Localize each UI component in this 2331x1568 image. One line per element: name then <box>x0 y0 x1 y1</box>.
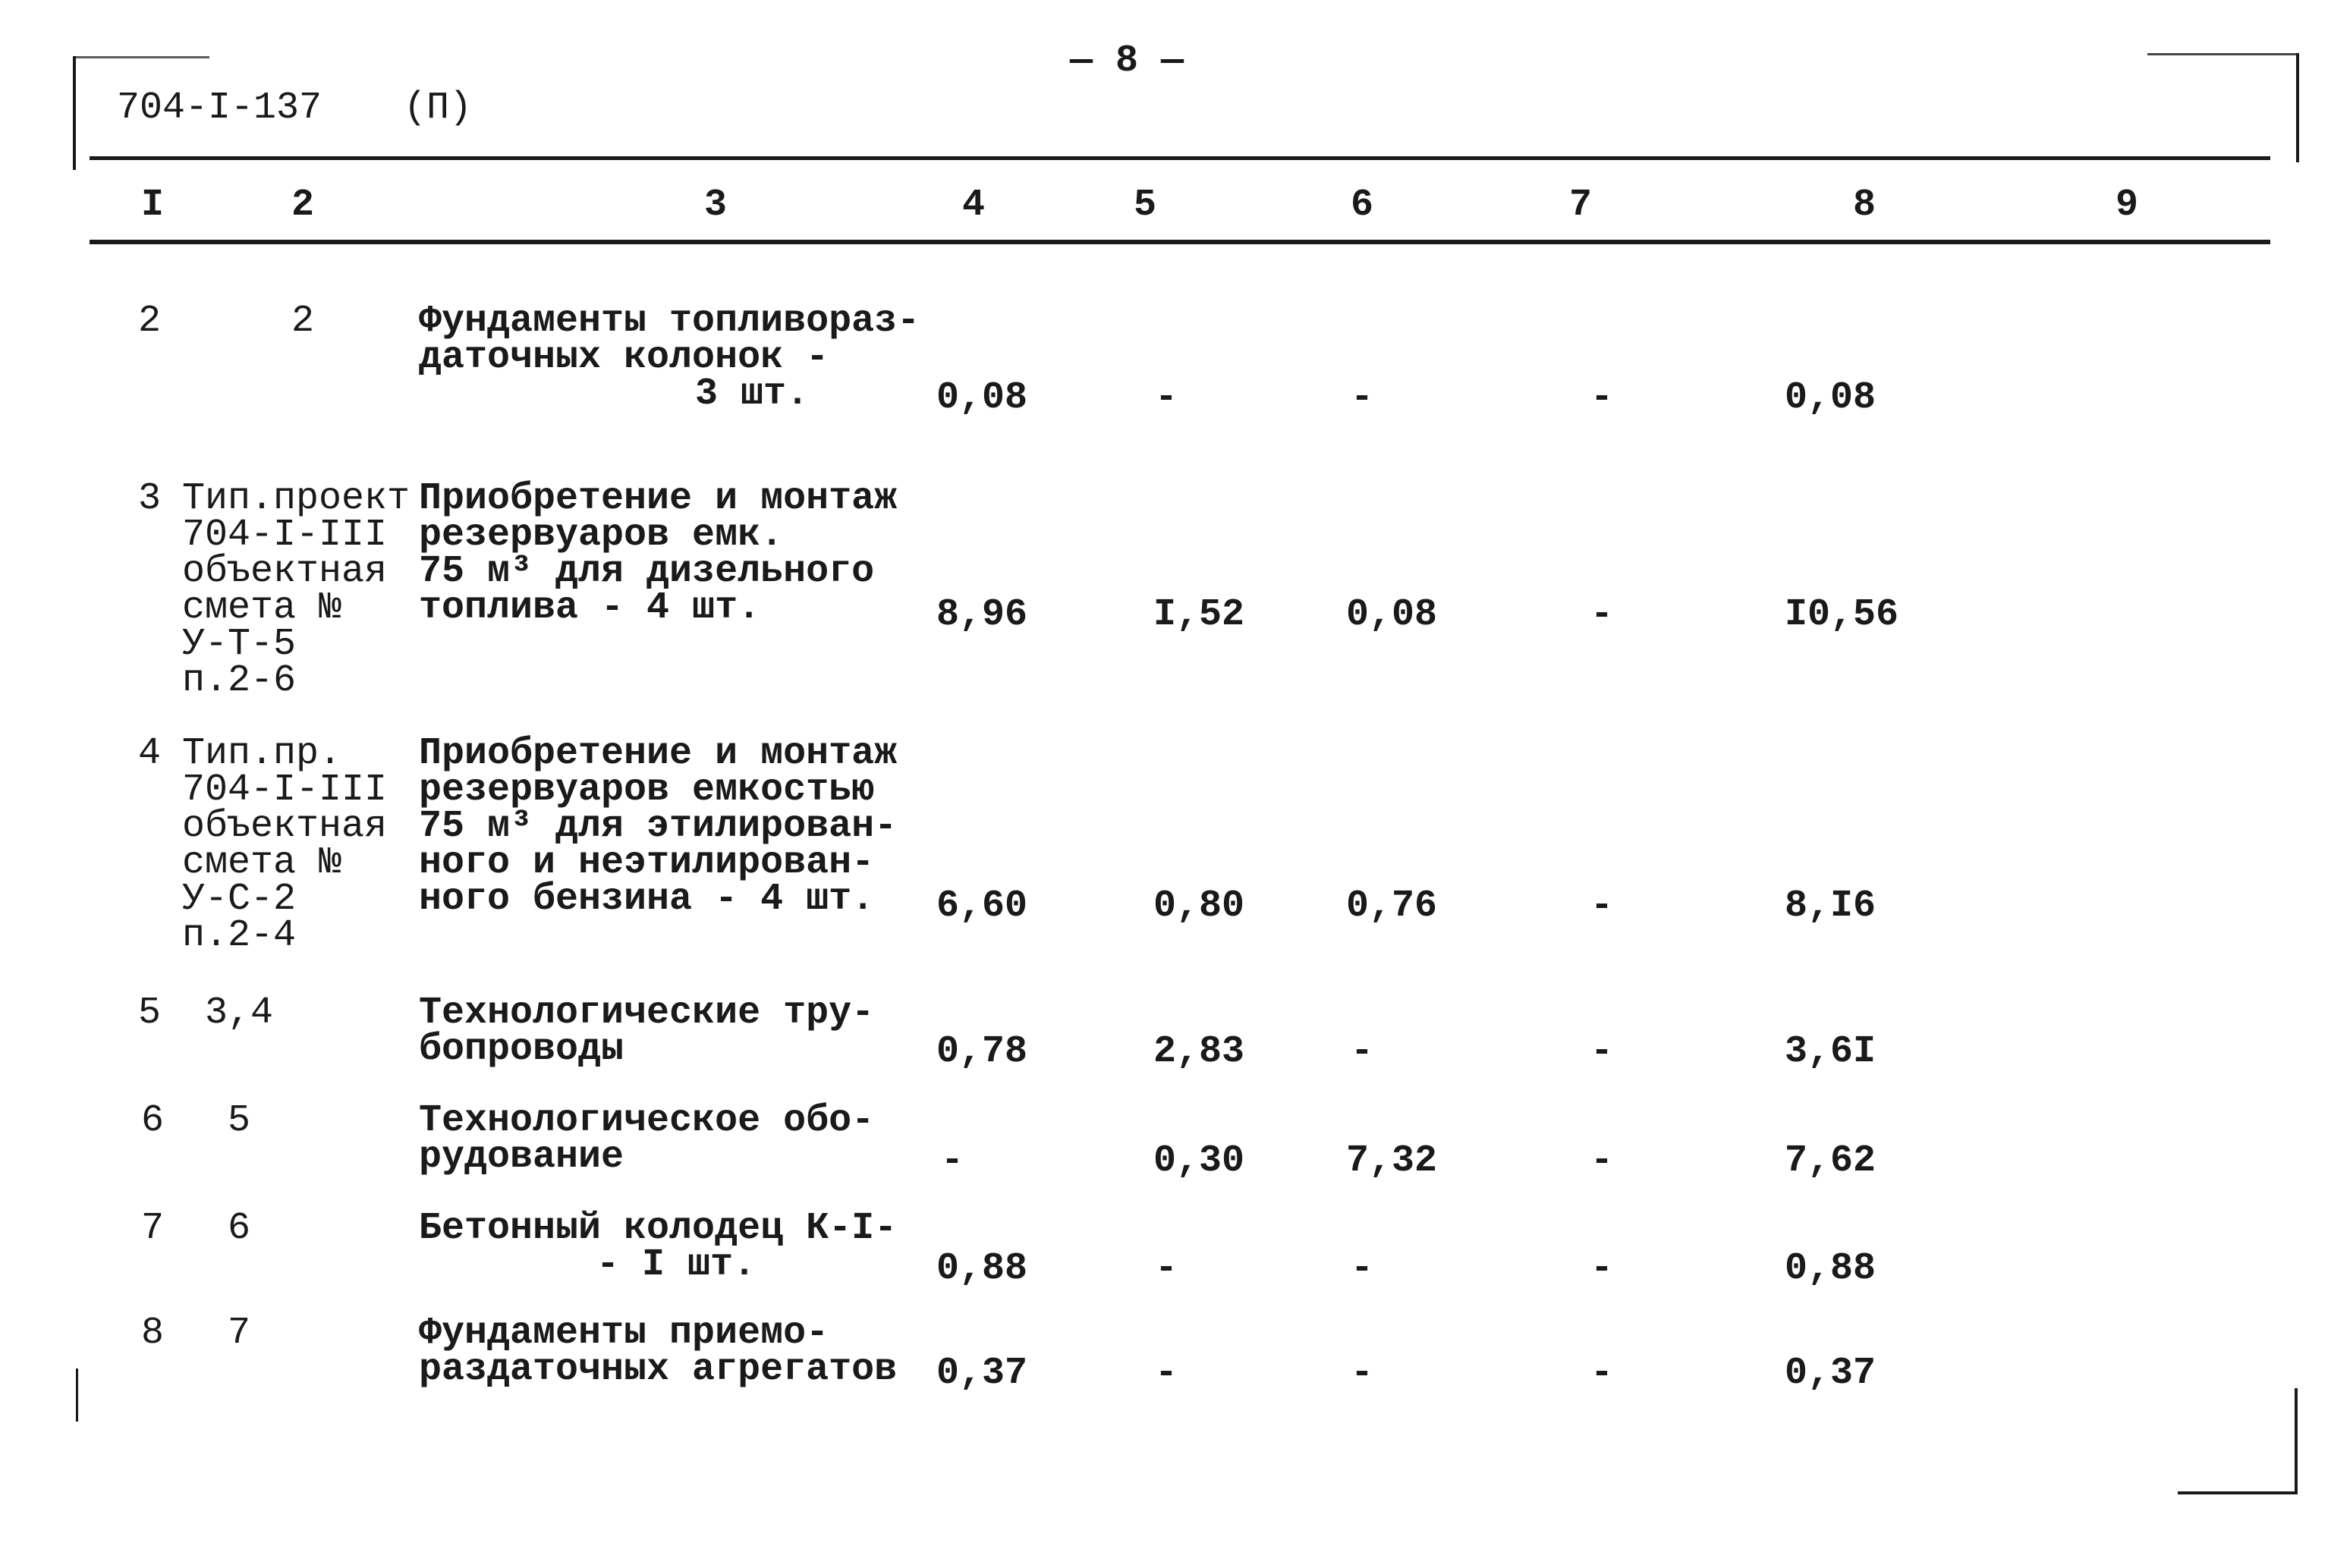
row-number: 8 <box>141 1312 165 1355</box>
description-line: Фундаменты топливораз- <box>419 300 920 343</box>
value-col5: 0,80 <box>1153 885 1245 928</box>
description-line: 3 шт. <box>695 372 810 416</box>
column-header-2: 2 <box>291 184 315 227</box>
value-col8: 3,6I <box>1785 1030 1876 1073</box>
document-code: 704-I-137 <box>117 86 322 130</box>
reference-line: У-Т-5 <box>182 623 297 666</box>
value-col5: 2,83 <box>1153 1030 1245 1073</box>
description-line: топлива - 4 шт. <box>419 586 761 630</box>
reference-line: У-С-2 <box>182 878 297 921</box>
column-header-6: 6 <box>1351 184 1374 227</box>
value-col7: - <box>1590 885 1614 928</box>
reference-line: 6 <box>228 1207 251 1250</box>
frame-top-right-tick <box>2296 53 2299 162</box>
value-col8: 0,37 <box>1785 1352 1876 1395</box>
value-col8: 8,I6 <box>1785 885 1876 928</box>
description-line: ного бензина - 4 шт. <box>419 878 875 921</box>
value-col4: 0,88 <box>936 1247 1028 1290</box>
frame-top-left-tick <box>73 56 76 170</box>
frame-top-left-edge <box>73 56 209 58</box>
value-col8: 0,88 <box>1785 1247 1876 1290</box>
reference-line: 3,4 <box>205 991 274 1035</box>
description-line: даточных колонок - <box>419 336 829 379</box>
row-number: 3 <box>138 477 162 520</box>
value-col7: - <box>1590 376 1614 419</box>
reference-line: объектная <box>182 805 388 848</box>
value-col5: - <box>1155 1352 1178 1395</box>
document-mark: (П) <box>404 86 473 130</box>
value-col5: - <box>1155 376 1178 419</box>
value-col8: 7,62 <box>1785 1139 1876 1183</box>
value-col7: - <box>1590 1030 1614 1073</box>
value-col5: 0,30 <box>1153 1139 1245 1183</box>
description-line: резервуаров емк. <box>419 514 784 557</box>
description-line: Бетонный колодец К-I- <box>419 1207 898 1250</box>
value-col4: 6,60 <box>936 885 1028 928</box>
row-number: 6 <box>141 1099 165 1142</box>
value-col7: - <box>1590 1247 1614 1290</box>
value-col6: - <box>1351 1352 1374 1395</box>
row-number: 5 <box>138 991 162 1035</box>
description-line: Технологическое обо- <box>419 1099 875 1142</box>
description-line: 75 м³ для этилирован- <box>419 805 898 848</box>
column-header-7: 7 <box>1569 184 1593 227</box>
row-number: 2 <box>138 300 162 343</box>
frame-bottom-right-edge <box>2178 1491 2298 1494</box>
description-line: Приобретение и монтаж <box>419 732 898 775</box>
value-col5: - <box>1155 1247 1178 1290</box>
value-col6: - <box>1351 1247 1374 1290</box>
reference-line: 2 <box>291 300 315 343</box>
value-col7: - <box>1590 593 1614 636</box>
description-line: раздаточных агрегатов <box>419 1348 898 1391</box>
value-col4: - <box>941 1139 964 1183</box>
page-number: — 8 — <box>1070 39 1184 83</box>
column-header-1: I <box>141 184 165 227</box>
reference-line: п.2-4 <box>182 914 297 957</box>
value-col6: - <box>1351 1030 1374 1073</box>
value-col4: 0,78 <box>936 1030 1028 1073</box>
description-line: бопроводы <box>419 1028 624 1071</box>
value-col6: 7,32 <box>1346 1139 1438 1183</box>
reference-line: смета № <box>182 586 342 630</box>
reference-line: 7 <box>228 1312 251 1355</box>
column-header-8: 8 <box>1853 184 1876 227</box>
description-line: ного и неэтилирован- <box>419 841 875 885</box>
column-header-5: 5 <box>1134 184 1157 227</box>
reference-line: 5 <box>228 1099 251 1142</box>
value-col8: 0,08 <box>1785 376 1876 419</box>
reference-line: Тип.пр. <box>182 732 342 775</box>
header-underline <box>90 156 2270 160</box>
description-line: Технологические тру- <box>419 991 875 1035</box>
frame-top-right-edge <box>2147 53 2298 55</box>
value-col4: 8,96 <box>936 593 1028 636</box>
value-col7: - <box>1590 1139 1614 1183</box>
value-col8: I0,56 <box>1785 593 1899 636</box>
row-number: 7 <box>141 1207 165 1250</box>
frame-bottom-left-tick <box>76 1368 78 1422</box>
value-col7: - <box>1590 1352 1614 1395</box>
column-header-4: 4 <box>962 184 986 227</box>
value-col6: - <box>1351 376 1374 419</box>
value-col6: 0,08 <box>1346 593 1438 636</box>
reference-line: объектная <box>182 550 388 593</box>
frame-bottom-right-tick <box>2295 1388 2298 1493</box>
column-header-9: 9 <box>2116 184 2139 227</box>
value-col6: 0,76 <box>1346 885 1438 928</box>
description-line: 75 м³ для дизельного <box>419 550 875 593</box>
reference-line: Тип.проект <box>182 477 411 520</box>
reference-line: смета № <box>182 841 342 885</box>
row-number: 4 <box>138 732 162 775</box>
description-line: резервуаров емкостью <box>419 768 875 812</box>
value-col5: I,52 <box>1153 593 1245 636</box>
description-line: Приобретение и монтаж <box>419 477 898 520</box>
value-col4: 0,08 <box>936 376 1028 419</box>
reference-line: 704-I-III <box>182 768 388 812</box>
column-header-3: 3 <box>704 184 728 227</box>
reference-line: п.2-6 <box>182 659 297 702</box>
value-col4: 0,37 <box>936 1352 1028 1395</box>
description-line: - I шт. <box>596 1243 757 1287</box>
description-line: рудование <box>419 1136 624 1179</box>
column-header-underline <box>90 240 2270 244</box>
description-line: Фундаменты приемо- <box>419 1312 829 1355</box>
reference-line: 704-I-III <box>182 514 388 557</box>
